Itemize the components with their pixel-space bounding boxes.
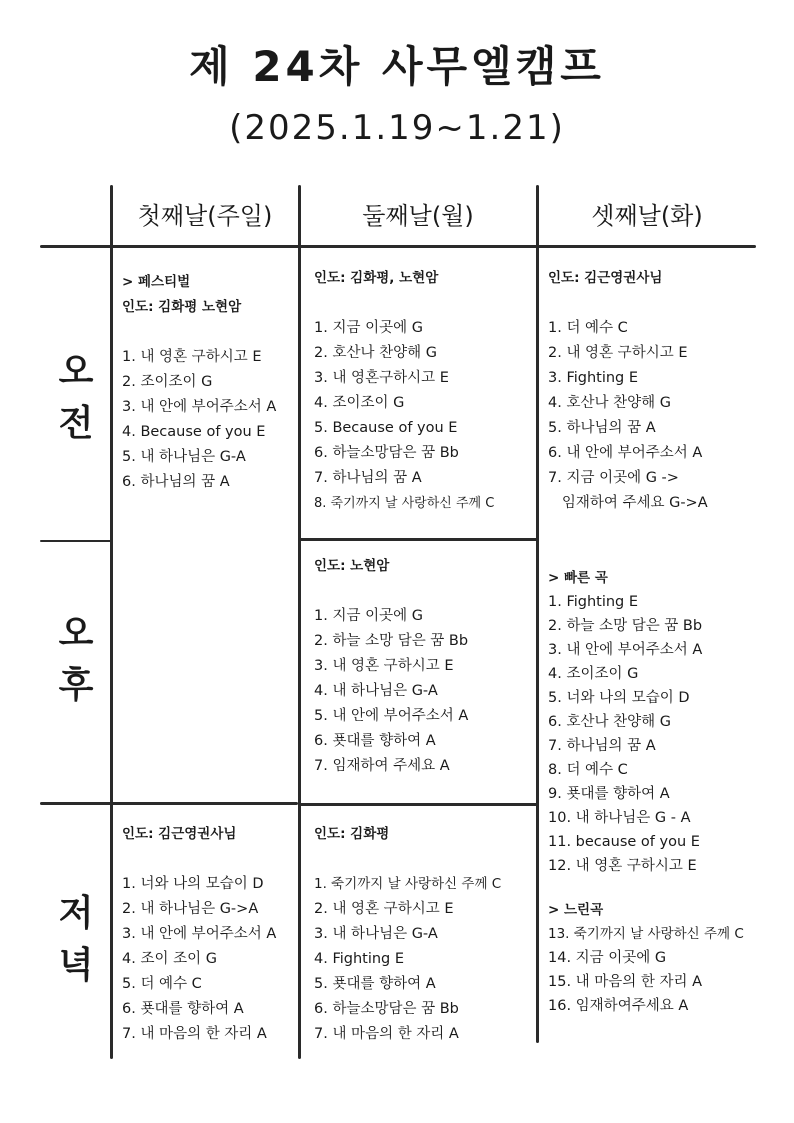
song-item: 4. 내 하나님은 G-A bbox=[314, 683, 438, 699]
period-afternoon-char-2: 후 bbox=[58, 665, 94, 707]
song-item: 5. 푯대를 향하여 A bbox=[314, 976, 436, 992]
song-item: 10. 내 하나님은 G - A bbox=[548, 810, 691, 826]
morning-afternoon-divider-left bbox=[40, 540, 112, 542]
song-item: 2. 조이조이 G bbox=[122, 374, 213, 390]
song-item: 13. 죽기까지 날 사랑하신 주께 C bbox=[548, 926, 744, 942]
song-item: 3. 내 영혼구하시고 E bbox=[314, 370, 449, 386]
song-item: 7. 하나님의 꿈 A bbox=[548, 738, 656, 754]
song-item: 1. 지금 이곳에 G bbox=[314, 320, 423, 336]
song-item: 1. Fighting E bbox=[548, 594, 639, 610]
day2-afternoon-leader: 인도: 노현암 bbox=[314, 558, 390, 574]
song-item: 6. 하나님의 꿈 A bbox=[122, 474, 230, 490]
period-afternoon bbox=[46, 608, 106, 712]
song-item: 2. 내 하나님은 G->A bbox=[122, 901, 259, 917]
morning-afternoon-divider-right bbox=[298, 538, 538, 541]
song-item: 11. because of you E bbox=[548, 834, 700, 850]
song-item: 16. 임재하여주세요 A bbox=[548, 998, 689, 1014]
day1-morning-note: > 페스티벌 bbox=[122, 274, 191, 290]
song-item: 2. 호산나 찬양해 G bbox=[314, 345, 437, 361]
day1-header: 첫째날(주일) bbox=[137, 202, 273, 230]
day3-afternoon-cell bbox=[548, 566, 744, 1018]
day3-morning-leader: 인도: 김근영권사님 bbox=[548, 270, 663, 286]
song-item: 8. 더 예수 C bbox=[548, 762, 628, 778]
day2-morning-leader: 인도: 김화평, 노현암 bbox=[314, 270, 439, 286]
song-item: 7. 내 마음의 한 자리 A bbox=[122, 1026, 267, 1042]
song-item: 5. Because of you E bbox=[314, 420, 458, 436]
song-item: 6. 내 안에 부어주소서 A bbox=[548, 445, 703, 461]
day1-evening-leader: 인도: 김근영권사님 bbox=[122, 826, 237, 842]
song-item: 1. 죽기까지 날 사랑하신 주께 C bbox=[314, 876, 502, 892]
song-item: 임재하여 주세요 G->A bbox=[548, 495, 708, 511]
song-item: 1. 지금 이곳에 G bbox=[314, 608, 423, 624]
afternoon-evening-divider-left bbox=[40, 802, 298, 805]
song-item: 6. 푯대를 향하여 A bbox=[314, 733, 436, 749]
day3-slow-label: > 느린곡 bbox=[548, 902, 604, 918]
song-item: 7. 내 마음의 한 자리 A bbox=[314, 1026, 459, 1042]
song-item: 3. 내 하나님은 G-A bbox=[314, 926, 438, 942]
song-item: 1. 너와 나의 모습이 D bbox=[122, 876, 264, 892]
song-item: 9. 푯대를 향하여 A bbox=[548, 786, 670, 802]
header-divider bbox=[40, 245, 756, 248]
song-item: 8. 죽기까지 날 사랑하신 주께 C bbox=[314, 496, 495, 511]
song-item: 5. 너와 나의 모습이 D bbox=[548, 690, 690, 706]
song-item: 12. 내 영혼 구하시고 E bbox=[548, 858, 697, 874]
song-item: 7. 임재하여 주세요 A bbox=[314, 758, 450, 774]
day2-header: 둘째날(월) bbox=[362, 202, 474, 230]
day3-morning-cell bbox=[548, 266, 708, 516]
period-evening bbox=[46, 888, 106, 992]
column-divider-3 bbox=[536, 185, 539, 1043]
day2-afternoon-cell bbox=[314, 554, 468, 779]
song-item: 4. Because of you E bbox=[122, 424, 266, 440]
song-item: 5. 내 하나님은 G-A bbox=[122, 449, 246, 465]
song-item: 4. 조이조이 G bbox=[548, 666, 639, 682]
afternoon-evening-divider-mid bbox=[298, 803, 538, 806]
song-item: 14. 지금 이곳에 G bbox=[548, 950, 667, 966]
period-morning bbox=[46, 346, 106, 450]
song-item: 3. 내 영혼 구하시고 E bbox=[314, 658, 454, 674]
song-item: 4. 조이조이 G bbox=[314, 395, 405, 411]
column-divider-2 bbox=[298, 185, 301, 1059]
column-divider-1 bbox=[110, 185, 113, 1059]
song-item: 4. 조이 조이 G bbox=[122, 951, 217, 967]
day2-morning-cell bbox=[314, 266, 494, 516]
period-morning-char-1: 오 bbox=[58, 351, 94, 392]
song-item: 4. 호산나 찬양해 G bbox=[548, 395, 671, 411]
period-afternoon-char-1: 오 bbox=[58, 613, 94, 654]
song-item: 3. 내 안에 부어주소서 A bbox=[122, 926, 277, 942]
day2-evening-cell bbox=[314, 822, 501, 1047]
song-item: 1. 더 예수 C bbox=[548, 320, 628, 336]
song-item: 2. 하늘 소망 담은 꿈 Bb bbox=[314, 633, 469, 649]
song-item: 7. 지금 이곳에 G -> bbox=[548, 470, 679, 486]
song-item: 3. Fighting E bbox=[548, 370, 639, 386]
song-item: 6. 푯대를 향하여 A bbox=[122, 1001, 244, 1017]
song-item: 5. 하나님의 꿈 A bbox=[548, 420, 656, 436]
day1-morning-cell bbox=[122, 270, 276, 495]
period-evening-char-1: 저 bbox=[58, 893, 94, 934]
song-item: 6. 하늘소망담은 꿈 Bb bbox=[314, 445, 459, 461]
day3-header: 셋째날(화) bbox=[591, 202, 703, 230]
period-evening-char-2: 녁 bbox=[58, 945, 94, 987]
song-item: 6. 호산나 찬양해 G bbox=[548, 714, 671, 730]
day1-evening-cell bbox=[122, 822, 276, 1047]
page-title: 제 24차 사무엘캠프 bbox=[189, 42, 605, 91]
song-item: 2. 내 영혼 구하시고 E bbox=[548, 345, 688, 361]
song-item: 5. 내 안에 부어주소서 A bbox=[314, 708, 469, 724]
song-item: 1. 내 영혼 구하시고 E bbox=[122, 349, 262, 365]
song-item: 6. 하늘소망담은 꿈 Bb bbox=[314, 1001, 459, 1017]
song-item: 2. 하늘 소망 담은 꿈 Bb bbox=[548, 618, 703, 634]
song-item: 5. 더 예수 C bbox=[122, 976, 202, 992]
song-item: 3. 내 안에 부어주소서 A bbox=[548, 642, 703, 658]
day3-fast-label: > 빠른 곡 bbox=[548, 570, 608, 586]
song-item: 15. 내 마음의 한 자리 A bbox=[548, 974, 703, 990]
day1-morning-leader: 인도: 김화평 노현암 bbox=[122, 299, 242, 315]
day2-evening-leader: 인도: 김화평 bbox=[314, 826, 390, 842]
song-item: 4. Fighting E bbox=[314, 951, 405, 967]
song-item: 2. 내 영혼 구하시고 E bbox=[314, 901, 454, 917]
period-morning-char-2: 전 bbox=[58, 403, 94, 445]
song-item: 7. 하나님의 꿈 A bbox=[314, 470, 422, 486]
song-item: 3. 내 안에 부어주소서 A bbox=[122, 399, 277, 415]
date-range: (2025.1.19~1.21) bbox=[229, 108, 565, 148]
